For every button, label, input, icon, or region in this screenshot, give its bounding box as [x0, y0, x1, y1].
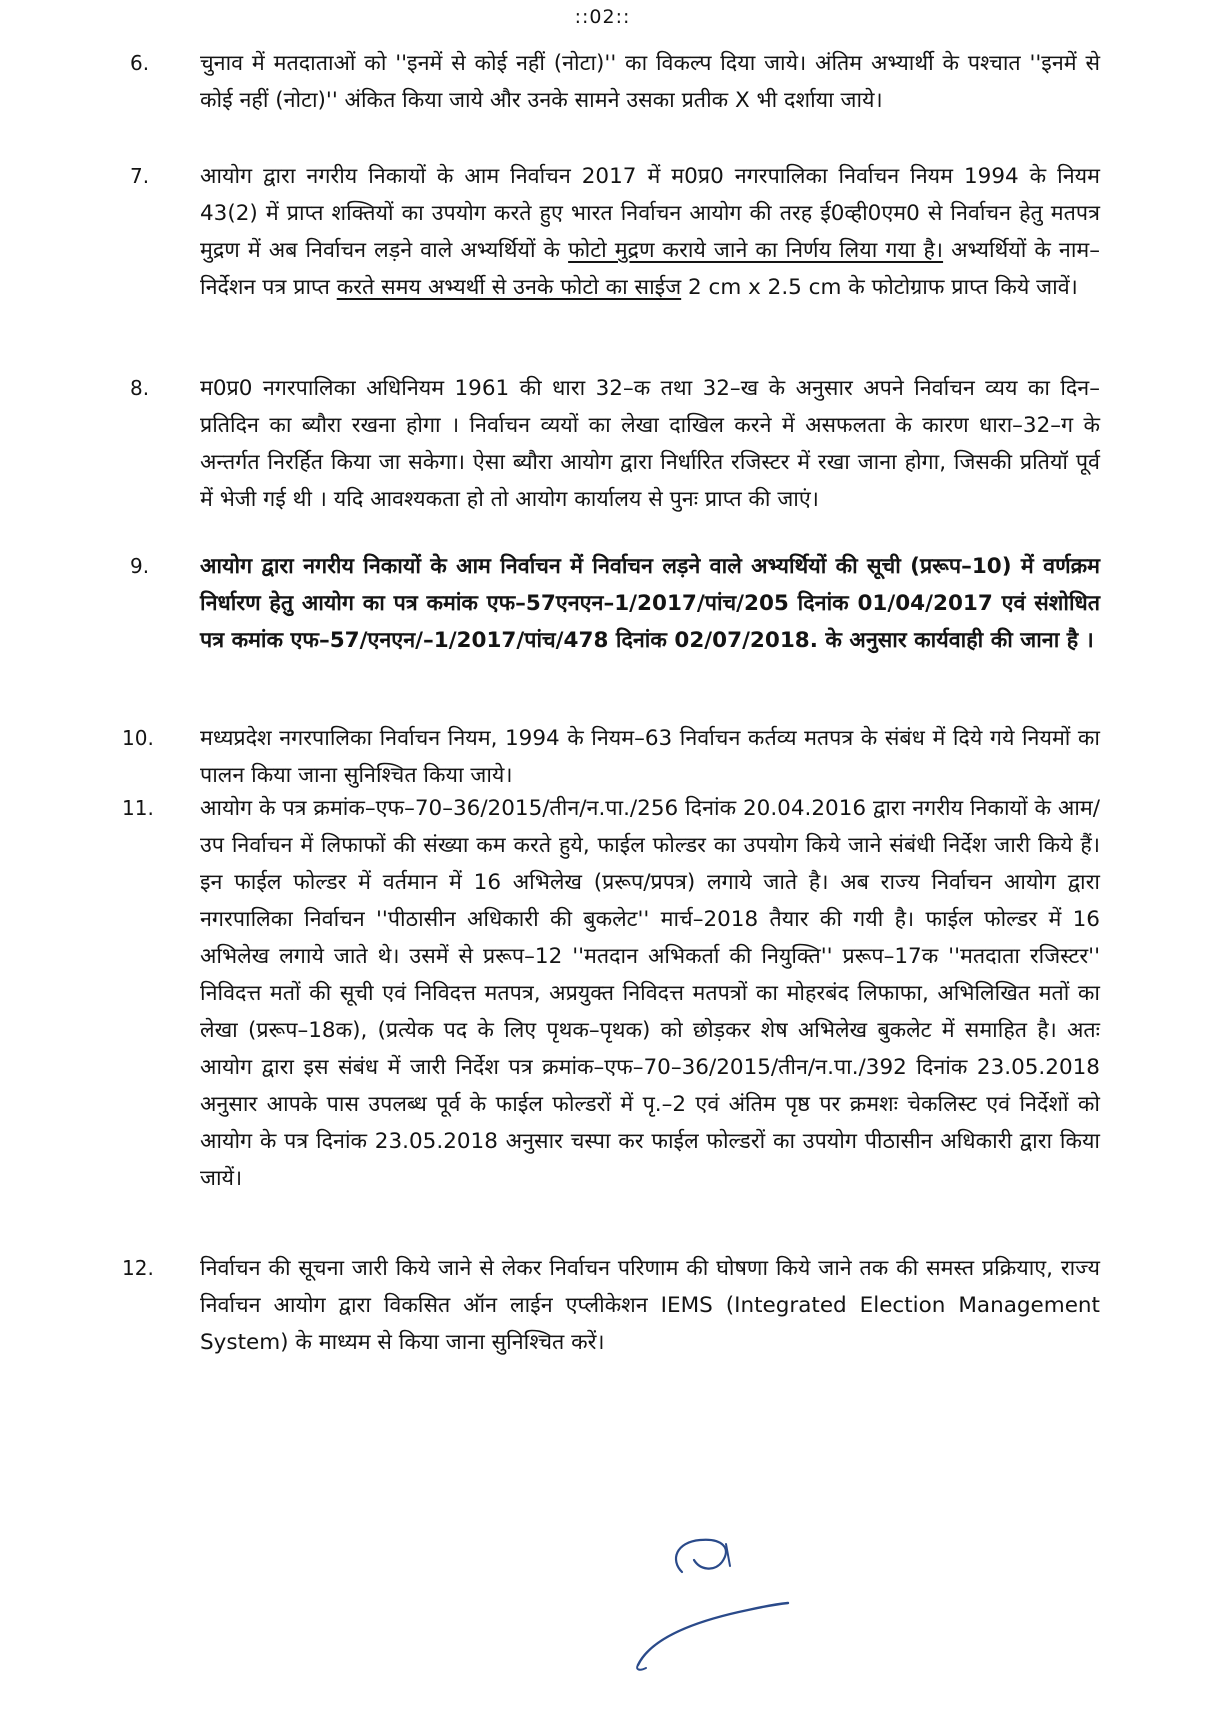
item-number: 10.: [122, 726, 154, 750]
item-text: चुनाव में मतदाताओं को ''इनमें से कोई नहीं (नोटा)'' का विकल्प दिया जाये। अंतिम अभ्यार्थी के पश्चात ''इनमें से कोई नहीं (नोटा)'' अंकित किया जाये और उनके सामने उसका प्रतीक X भी दर्शाया जाये।: [200, 51, 1100, 113]
signature-mark: [630, 1530, 810, 1690]
item-number: 8.: [130, 376, 150, 400]
item-number: 11.: [122, 796, 154, 820]
item-text: आयोग द्वारा नगरीय निकायों के आम निर्वाचन में निर्वाचन लड़ने वाले अभ्यर्थियों की सूची (प्ररूप–10) में वर्णक्रम निर्धारण हेतु आयोग का पत्र कमांक एफ–57एनएन–1/2017/पांच/205 दिनांक 01/04/2017 एवं संशोधित पत्र कमांक एफ–57/एनएन/–1/2017/पांच/478 दिनांक 02/07/2018. के अनुसार कार्यवाही की जाना है ।: [200, 554, 1100, 653]
underlined-text: करते समय अभ्यर्थी से उनके फोटो का साईज: [336, 275, 682, 300]
item-text-part: 2 cm x 2.5 cm के फोटोग्राफ प्राप्त किये जावें।: [681, 275, 1078, 300]
item-text: आयोग के पत्र क्रमांक–एफ–70–36/2015/तीन/न.पा./256 दिनांक 20.04.2016 द्वारा नगरीय निकायों के आम/उप निर्वाचन में लिफाफों की संख्या कम करते हुये, फाईल फोल्डर का उपयोग किये जाने संबंधी निर्देश जारी किये हैं। इन फाईल फोल्डर में वर्तमान में 16 अभिलेख (प्ररूप/प्रपत्र) लगाये जाते है। अब राज्य निर्वाचन आयोग द्वारा नगरपालिका निर्वाचन ''पीठासीन अधिकारी की बुकलेट'' मार्च–2018 तैयार की गयी है। फाईल फोल्डर में 16 अभिलेख लगाये जाते थे। उसमें से प्ररूप–12 ''मतदान अभिकर्ता की नियुक्ति'' प्ररूप–17क ''मतदाता रजिस्टर'' निविदत्त मतों की सूची एवं निविदत्त मतपत्र, अप्रयुक्त निविदत्त मतपत्रों का मोहरबंद लिफाफा, अभिलिखित मतों का लेखा (प्ररूप–18क), (प्रत्येक पद के लिए पृथक–पृथक) को छोड़कर शेष अभिलेख बुकलेट में समाहित है। अतः आयोग द्वारा इस संबंध में जारी निर्देश पत्र क्रमांक–एफ–70–36/2015/तीन/न.पा./392 दिनांक 23.05.2018 अनुसार आपके पास उपलब्ध पूर्व के फाईल फोल्डरों में पृ.–2 एवं अंतिम पृष्ठ पर क्रमशः चेकलिस्ट एवं निर्देशों को आयोग के पत्र दिनांक 23.05.2018 अनुसार चस्पा कर फाईल फोल्डरों का उपयोग पीठासीन अधिकारी द्वारा किया जायें।: [200, 796, 1100, 1191]
item-text: मध्यप्रदेश नगरपालिका निर्वाचन नियम, 1994 के नियम–63 निर्वाचन कर्तव्य मतपत्र के संबंध में दिये गये नियमों का पालन किया जाना सुनिश्चित किया जाये।: [200, 726, 1100, 788]
item-number: 6.: [130, 51, 150, 75]
item-text-part: आयोग द्वारा नगरीय निकायों के आम निर्वाचन 2017 में म0प्र0 नगरपालिका निर्वाचन नियम 1994 के नियम 43(2) में प्राप्त शक्तियों का उपयोग करते हुए भारत निर्वाचन आयोग की तरह ई0व्ही0एम0 से निर्वाचन हेतु मतपत्र मुद्रण में अब निर्वाचन लड़ने वाले अभ्यर्थियों के: [200, 164, 1100, 263]
underlined-text: फोटो मुद्रण कराये जाने का निर्णय लिया गया है।: [568, 238, 944, 263]
item-number: 7.: [130, 164, 150, 188]
item-number: 9.: [130, 554, 150, 578]
page-number: ::02::: [574, 6, 631, 28]
item-number: 12.: [122, 1256, 154, 1280]
item-text: निर्वाचन की सूचना जारी किये जाने से लेकर निर्वाचन परिणाम की घोषणा किये जाने तक की समस्त प्रक्रियाए, राज्य निर्वाचन आयोग द्वारा विकसित ऑन लाईन एप्लीकेशन IEMS (Integrated Election Management System) के माध्यम से किया जाना सुनिश्चित करें।: [200, 1256, 1100, 1355]
item-text: [200, 158, 1100, 306]
item-text: म0प्र0 नगरपालिका अधिनियम 1961 की धारा 32–क तथा 32–ख के अनुसार अपने निर्वाचन व्यय का दिन–प्रतिदिन का ब्यौरा रखना होगा । निर्वाचन व्ययों का लेखा दाखिल करने में असफलता के कारण धारा–32–ग के अन्तर्गत निरर्हित किया जा सकेगा। ऐसा ब्यौरा आयोग द्वारा निर्धारित रजिस्टर में रखा जाना होगा, जिसकी प्रतियॉ पूर्व में भेजी गई थी । यदि आवश्यकता हो तो आयोग कार्यालय से पुनः प्राप्त की जाएं।: [200, 376, 1100, 512]
item-text-part: अभ्यर्थियों के नाम–निर्देशन पत्र प्राप्त: [200, 238, 1100, 300]
